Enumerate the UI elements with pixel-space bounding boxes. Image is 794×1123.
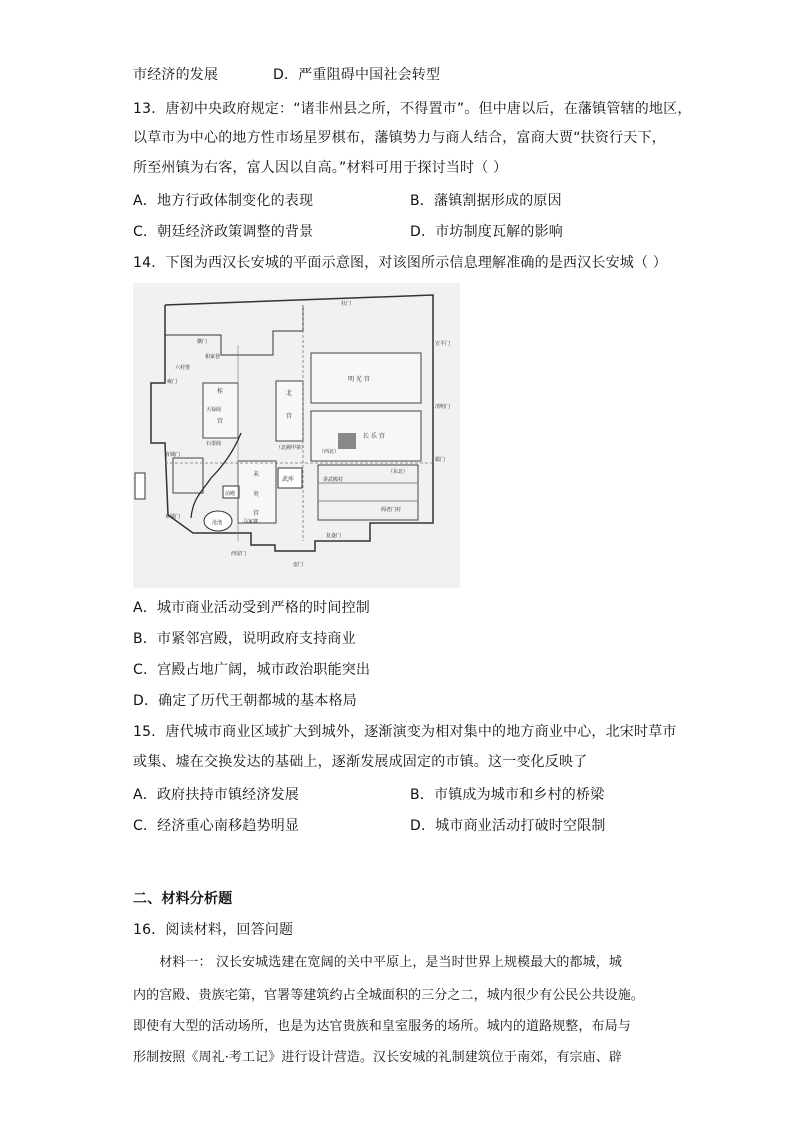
q14-option-b[interactable]: B．市紧邻宫殿，说明政府支持商业 (133, 631, 356, 647)
label-weiyang-2: 央 (253, 491, 260, 498)
q14-option-a[interactable]: A．城市商业活动受到严格的时间控制 (133, 600, 370, 616)
label-site-tianlu: 天禄阁 (206, 407, 222, 413)
label-bei: 北 (286, 390, 293, 397)
q15-options-row-2 (133, 817, 633, 835)
q15-options-row-1 (133, 786, 633, 804)
q13-option-d[interactable]: D．市坊制度瓦解的影响 (410, 224, 563, 240)
label-site-qianjiao: 前殿 (225, 491, 236, 497)
q13-stem-line-1: 13．唐初中央政府规定：“诸非州县之所，不得置市”。但中唐以后，在藩镇管辖的地区， (133, 101, 692, 117)
q13-option-b[interactable]: B．藩镇割据形成的原因 (410, 193, 562, 209)
north-wall-step (165, 305, 303, 355)
label-gate-zhangcheng: 章城门 (165, 514, 181, 520)
q14-stem: 14．下图为西汉长安城的平面示意图，对该图所示信息理解准确的是西汉长安城（ ） (133, 255, 668, 271)
q16-material-line-2: 内的宫殿、贵族宅第，官署等建筑约占全城面积的三分之二，城内很少有公民公共设施。 (133, 988, 644, 1003)
label-site-dongbei: （东北） (388, 469, 409, 475)
label-site-xibei: （西北） (319, 449, 340, 455)
label-changle: 长 乐 宫 (363, 433, 385, 440)
label-gate-chu: 杜门 (341, 301, 352, 307)
label-lake-cang: 沧池 (212, 520, 223, 526)
label-village-liu: 六村堡 (175, 365, 191, 371)
xihan-changan-map (133, 283, 460, 588)
q16-material-line-1: 材料一： 汉长安城选建在宽阔的关中平原上，是当时世界上规模最大的都城，城 (133, 955, 622, 970)
q15-option-a[interactable]: A．政府扶持市镇经济发展 (133, 787, 299, 803)
label-village-xiangjia: 相家巷 (205, 354, 221, 360)
label-village-jiangwu: 讲武殿村 (323, 477, 344, 483)
label-weiyang: 未 (253, 471, 260, 478)
q12-tail-text: 市经济的发展 (133, 67, 219, 83)
label-site-anmen-bei: （北阙甲第） (276, 445, 307, 451)
label-gate-xi: 西安门 (231, 551, 247, 557)
q14-option-c[interactable]: C．宫殿占地广阔，城市政治职能突出 (133, 662, 371, 678)
label-gate-xuanping: 宣平门 (435, 341, 451, 347)
section-2-title: 二、材料分析题 (133, 891, 233, 907)
label-village-majia: 马家寨 (243, 519, 259, 525)
q15-option-b[interactable]: B．市镇成为城市和乡村的桥梁 (410, 787, 605, 803)
label-gui: 桂 (217, 388, 224, 395)
q13-option-c[interactable]: C．朝廷经济政策调整的背景 (133, 224, 314, 240)
q13-option-a[interactable]: A．地方行政体制变化的表现 (133, 193, 314, 209)
q13-options-row-2 (133, 223, 633, 241)
label-bei-2: 宫 (286, 413, 293, 420)
q16-material-line-3: 即使有大型的活动场所，也是为达官贵族和皇室服务的场所。城内的道路规整，布局与 (133, 1019, 631, 1034)
q14-option-d[interactable]: D．确定了历代王朝都城的基本格局 (133, 693, 357, 709)
label-gate-bacheng: 霸门 (435, 457, 446, 463)
label-gate-an: 安门 (293, 562, 304, 568)
label-gate-qingming: 清明门 (435, 404, 451, 410)
q16-stem: 16．阅读材料，回答问题 (133, 922, 294, 938)
q12-tail-line (133, 66, 441, 84)
q13-options-row-1 (133, 192, 633, 210)
q15-option-d[interactable]: D．城市商业活动打破时空限制 (410, 818, 606, 834)
label-site-shiqu: 石渠阁 (206, 441, 222, 447)
q15-stem-line-2: 或集、墟在交换发达的基础上，逐渐发展成固定的市镇。这一变化反映了 (133, 754, 588, 770)
label-weiyang-3: 宫 (253, 510, 260, 517)
label-village-ge: 阁老门村 (381, 507, 402, 513)
label-gate-heng: 横门 (197, 339, 208, 345)
q13-stem-line-3: 所至州镇为右客，富人因以自高。”材料可用于探讨当时（ ） (133, 160, 508, 176)
label-gate-zhicheng: 直城门 (165, 452, 181, 458)
label-mingguang: 明 光 宫 (348, 376, 370, 383)
label-wuku: 武库 (282, 476, 295, 483)
q16-material-line-4: 形制按照《周礼·考工记》进行设计营造。汉长安城的礼制建筑位于南郊，有宗庙、辟 (133, 1050, 622, 1065)
q13-stem-line-2: 以草市为中心的地方性市场星罗棋布，藩镇势力与商人结合，富商大贾“扶资行天下， (133, 130, 666, 146)
q12-option-d: D．严重阻碍中国社会转型 (273, 67, 441, 83)
q15-stem-line-1: 15．唐代城市商业区域扩大到城外，逐渐演变为相对集中的地方商业中心，北宋时草市 (133, 724, 677, 740)
label-gate-yong: 雍门 (167, 379, 178, 385)
q15-option-c[interactable]: C．经济重心南移趋势明显 (133, 818, 300, 834)
label-gate-fu: 复盎门 (326, 533, 342, 539)
label-gui-2: 宫 (217, 418, 224, 425)
